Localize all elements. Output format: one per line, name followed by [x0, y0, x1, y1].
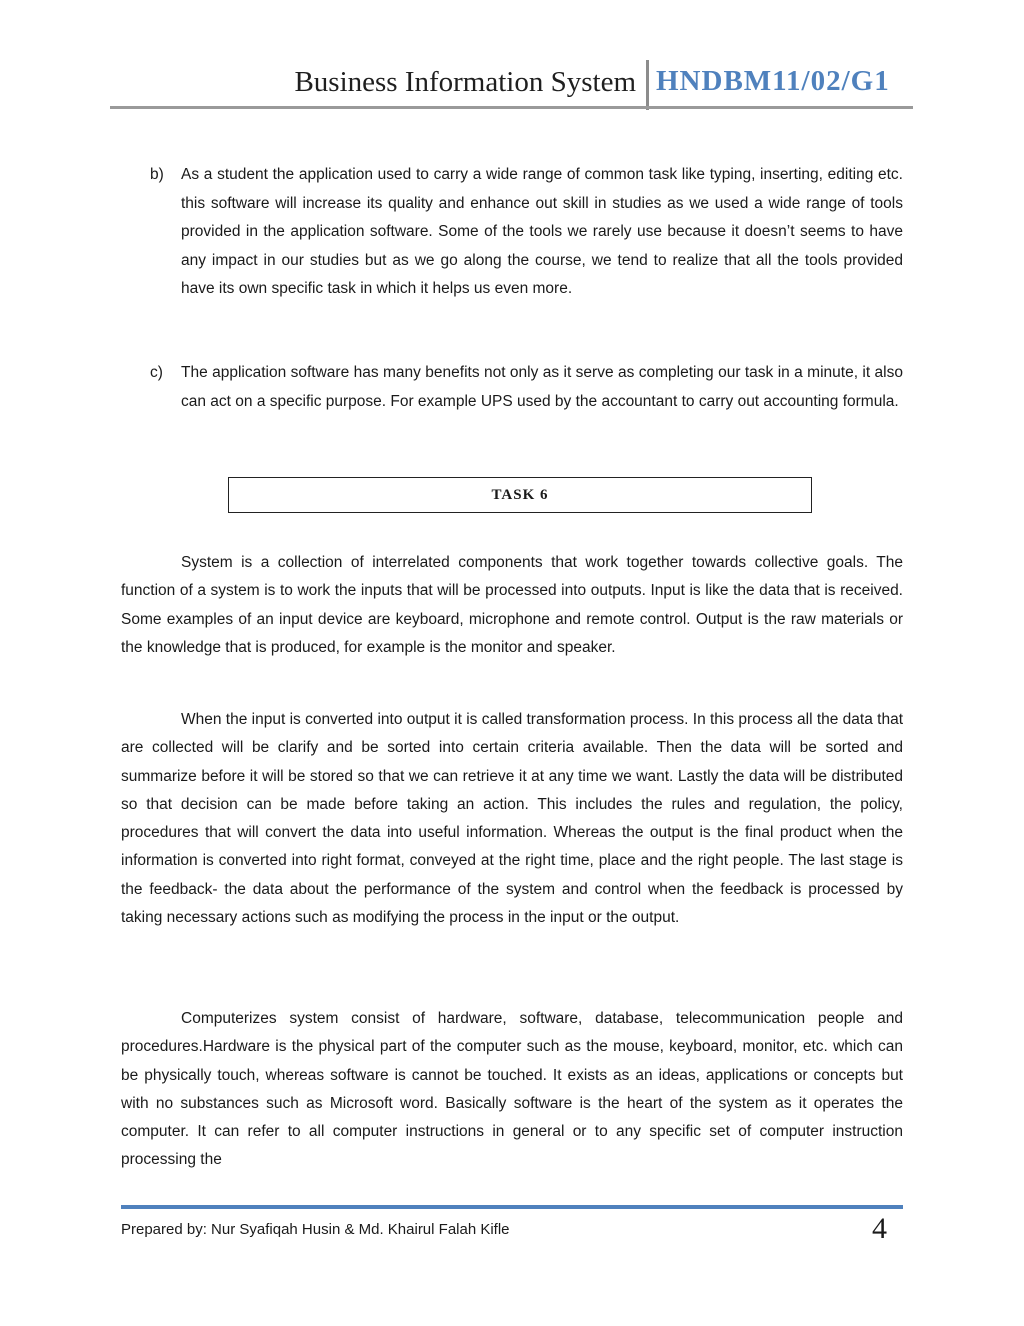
- list-item-text: The application software has many benefits not only as it serve as completing our task in a minute, it also can act on a specific purpose. For example UPS used by the accountant to carry out accounting formula.: [181, 364, 903, 410]
- list-marker: c): [150, 364, 163, 381]
- list-marker: b): [150, 166, 164, 183]
- document-title: Business Information System: [294, 66, 636, 98]
- header-rule: [110, 106, 913, 109]
- paragraph-system-definition: System is a collection of interrelated components that work together towards collective goals. The function of a system is to work the inputs that will be processed into outputs. Input is like the data that is received. Some examples of an input device are keyboard, microphone and remote control. Output is the raw materials or the knowledge that is produced, for example is the monitor and speaker.: [121, 554, 903, 656]
- page-number: 4: [872, 1212, 887, 1245]
- document-code: HNDBM11/02/G1: [656, 65, 890, 97]
- list-item-b: [150, 161, 903, 304]
- header-divider: [646, 60, 649, 110]
- footer-rule: [121, 1205, 903, 1209]
- task-heading-box: [228, 477, 812, 513]
- list-item-c: [150, 359, 903, 416]
- paragraph-computerized-system: Computerizes system consist of hardware, software, database, telecommunication people and procedures.Hardware is the physical part of the computer such as the mouse, keyboard, monitor, etc. which can be physically touch, whereas software is cannot be touched. It exists as an ideas, applications or concepts but with no substances such as Microsoft word. Basically software is the heart of the system as it operates the computer. It can refer to all computer instructions in general or to any specific set of computer instruction processing the: [121, 1010, 903, 1169]
- paragraph-transformation-process: When the input is converted into output it is called transformation process. In this process all the data that are collected will be clarify and be sorted into certain criteria available. Then the data will be sorted and summarize before it will be stored so that we can retrieve it at any time we want. Lastly the data will be distributed so that decision can be made before taking an action. This includes the rules and regulation, the policy, procedures that will convert the data into useful information. Whereas the output is the final product when the information is converted into right format, conveyed at the right time, place and the right people. The last stage is the feedback- the data about the performance of the system and control when the feedback is processed by taking necessary actions such as modifying the process in the input or the output.: [121, 711, 903, 927]
- list-item-text: As a student the application used to carry a wide range of common task like typing, inserting, editing etc. this software will increase its quality and enhance out skill in studies as we used a wide range of tools provided in the application software. Some of the tools we rarely use because it doesn’t seems to have any impact in our studies but as we go along the course, we tend to realize that all the tools provided have its own specific task in which it helps us even more.: [181, 166, 903, 297]
- page-header: [110, 56, 913, 110]
- footer-prepared-by: Prepared by: Nur Syafiqah Husin & Md. Khairul Falah Kifle: [121, 1221, 510, 1238]
- task-heading: TASK 6: [491, 486, 549, 503]
